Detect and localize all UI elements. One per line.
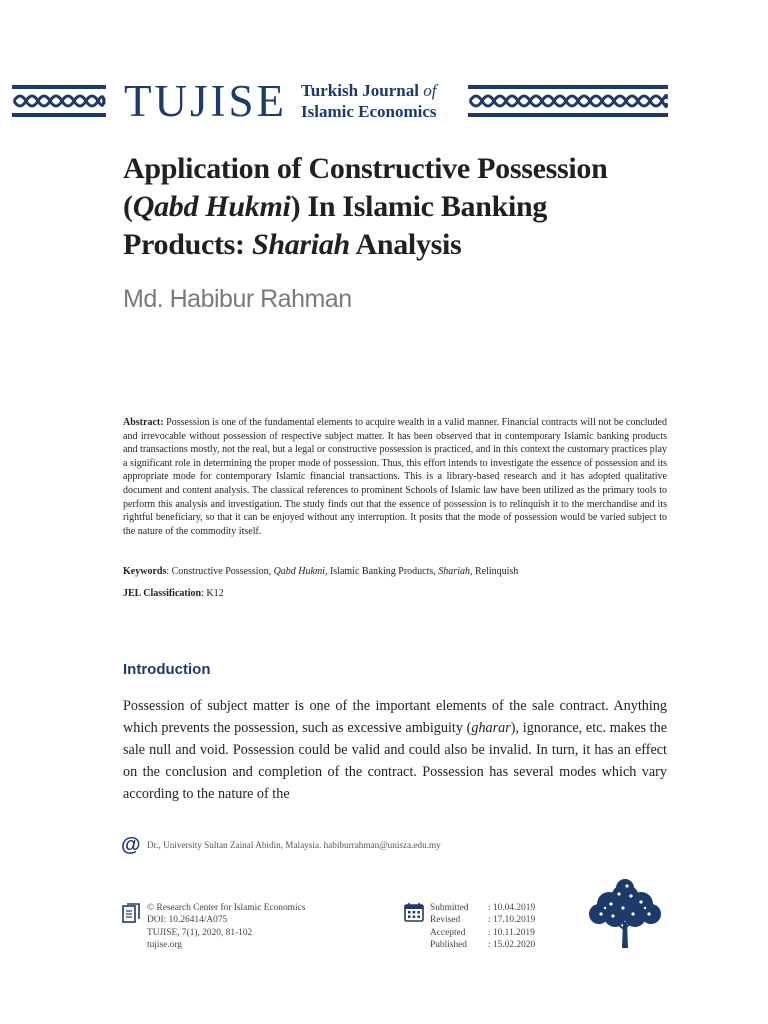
author-name: Md. Habibur Rahman <box>123 285 352 313</box>
date-row-accepted: Accepted : 10.11.2019 <box>430 927 535 938</box>
at-icon: @ <box>121 834 141 856</box>
abstract-text: Possession is one of the fundamental elements to acquire wealth in a valid manner. Financial contracts will not be concluded and irrevocable without possession of respective subject matter. It has been observed that in contemporary Islamic banking products and transactions mostly, not the real, but a legal or constructive possession is practiced, and in this context the customary practices play a significant role in determining the proper mode of possession. Thus, this effort intends to investigate the essence of possession and its appropriate mode for contemporary Islamic financial transactions. This is a library-based research and it has adopted qualitative document and content analysis. The classical references to prominent Schools of Islamic law have been utilized as the primary tools to perform this analysis and investigation. The study finds out that the essence of possession is to relinquish it to the merchandise and its rightful beneficiary, so that it can be enjoyed without any interruption. It posits that the mode of possession would be varied subject to the nature of the commodity itself. <box>123 417 667 537</box>
submission-dates <box>430 902 535 951</box>
journal-brand: TUJISE <box>124 76 287 126</box>
publication-info: © Research Center for Islamic Economics DOI: 10.26414/A075 TUJISE, 7(1), 2020, 81-102 tujise.org <box>147 903 306 950</box>
journal-subtitle: Turkish Journal of Islamic Economics <box>301 81 437 121</box>
abstract <box>123 416 667 538</box>
abstract-label: Abstract: <box>123 417 164 428</box>
ornament-banner-right <box>468 84 668 118</box>
tree-logo-icon <box>583 878 667 950</box>
date-row-revised: Revised : 17.10.2019 <box>430 915 536 926</box>
date-row-published: Published : 15.02.2020 <box>430 939 536 950</box>
document-icon <box>122 903 140 923</box>
calendar-icon <box>404 902 424 922</box>
paper-title: Application of Constructive Possession (Qabd Hukmi) In Islamic Banking Products: Shariah Analysis <box>123 152 608 261</box>
section-heading-introduction: Introduction <box>123 661 211 678</box>
jel-classification: JEL Classification: K12 <box>123 588 224 599</box>
introduction-paragraph: Possession of subject matter is one of the important elements of the sale contract. Anything which prevents the possession, such as excessive ambiguity (gharar), ignorance, etc. makes the sale null and void. Possession could be valid and could also be invalid. In turn, it has an effect on the conclusion and completion of the contract. Possession has several modes which vary according to the nature of the <box>123 698 667 802</box>
keywords: Keywords: Constructive Possession, Qabd Hukmi, Islamic Banking Products, Shariah, Relinquish <box>123 566 519 577</box>
ornament-banner-left <box>12 84 106 118</box>
author-affiliation: Dr., University Sultan Zainal Abidin, Malaysia. habiburrahman@unisza.edu.my <box>147 840 441 850</box>
date-row-submitted: Submitted : 10.04.2019 <box>430 903 536 913</box>
